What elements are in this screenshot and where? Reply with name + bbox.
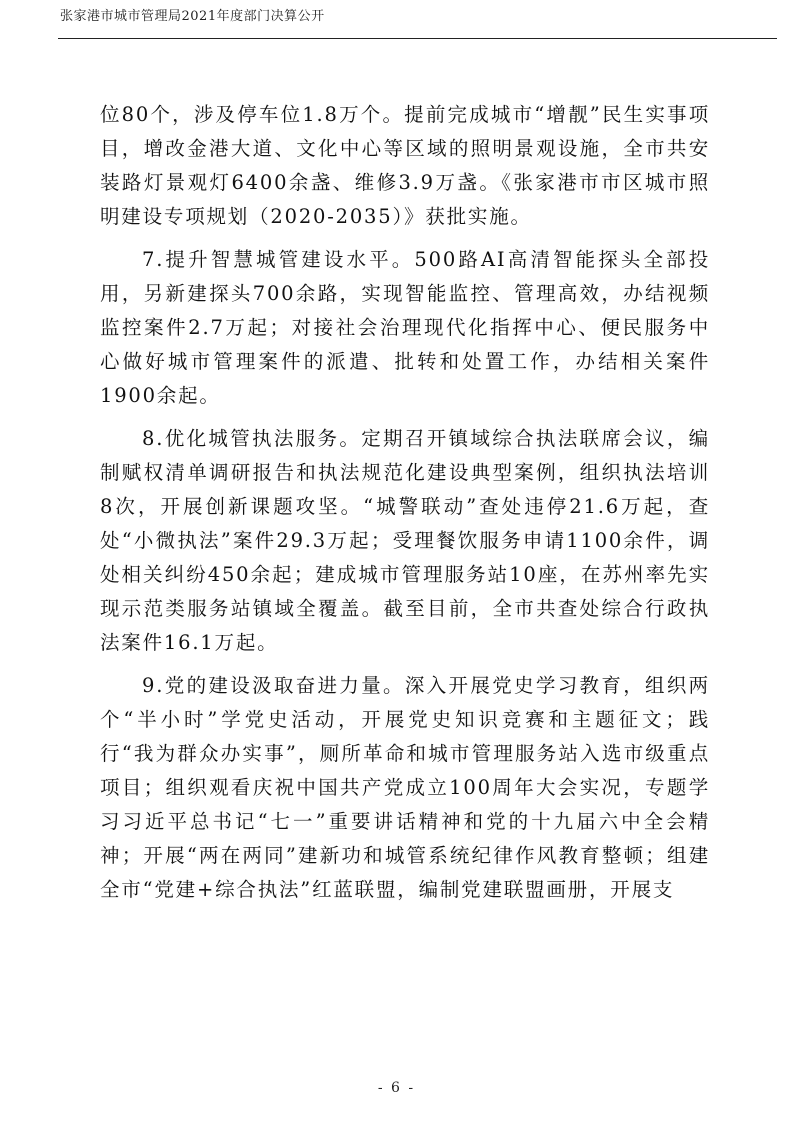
header-divider xyxy=(58,38,777,39)
document-body xyxy=(100,98,710,907)
paragraph-continuation: 位80个，涉及停车位1.8万个。提前完成城市“增靓”民生实事项目，增改金港大道、文化中心等区域的照明景观设施，全市共安装路灯景观灯6400余盏、维修3.9万盏。《张家港市市区城市照明建设专项规划（2020-2035）》获批实施。 xyxy=(100,103,710,228)
page-number: - 6 - xyxy=(377,1080,416,1096)
document-header: 张家港市城市管理局2021年度部门决算公开 xyxy=(60,9,325,24)
paragraph-smart-city-management: 7.提升智慧城管建设水平。500路AI高清智能探头全部投用，另新建探头700余路，实现智能监控、管理高效，办结视频监控案件2.7万起；对接社会治理现代化指挥中心、便民服务中心做好城市管理案件的派遣、批转和处置工作，办结相关案件1900余起。 xyxy=(100,248,710,407)
paragraph-party-building: 9.党的建设汲取奋进力量。深入开展党史学习教育，组织两个“半小时”学党史活动，开展党史知识竞赛和主题征文；践行“我为群众办实事”，厕所革命和城市管理服务站入选市级重点项目；组织观看庆祝中国共产党成立100周年大会实况，专题学习习近平总书记“七一”重要讲话精神和党的十九届六中全会精神；开展“两在两同”建新功和城管系统纪律作风教育整顿；组建全市“党建+综合执法”红蓝联盟，编制党建联盟画册，开展支 xyxy=(100,674,710,901)
paragraph-law-enforcement-service: 8.优化城管执法服务。定期召开镇域综合执法联席会议，编制赋权清单调研报告和执法规范化建设典型案例，组织执法培训8次，开展创新课题攻坚。“城警联动”查处违停21.6万起，查处“小微执法”案件29.3万起；受理餐饮服务申请1100余件，调处相关纠纷450余起；建成城市管理服务站10座，在苏州率先实现示范类服务站镇域全覆盖。截至目前，全市共查处综合行政执法案件16.1万起。 xyxy=(100,427,710,654)
